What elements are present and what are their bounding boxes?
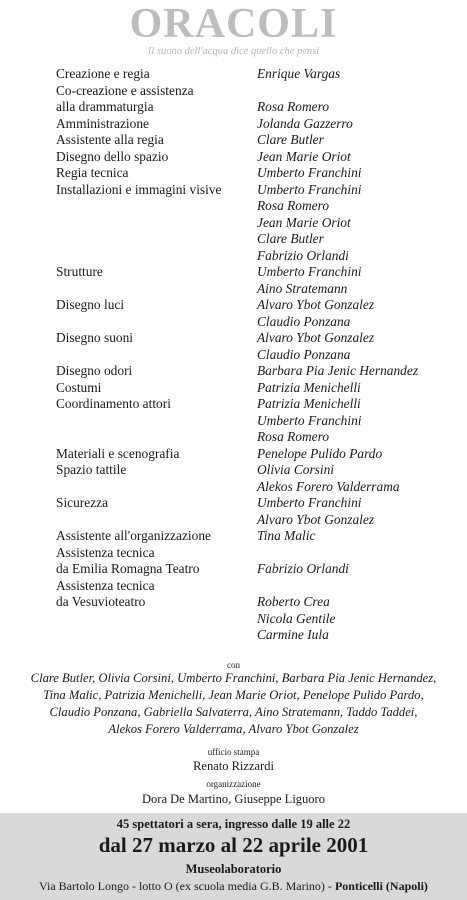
cast-line: Alekos Forero Valderrama, Alvaro Ybot Gonzalez <box>108 722 359 736</box>
show-dates: dal 27 marzo al 22 aprile 2001 <box>98 833 369 857</box>
credit-row <box>0 215 467 232</box>
credit-role: Installazioni e immagini visive <box>56 181 222 197</box>
credit-row <box>0 264 467 281</box>
credit-row <box>0 330 467 347</box>
credit-role: Disegno odori <box>56 363 133 378</box>
credit-role: Regia tecnica <box>56 165 129 180</box>
credits-list <box>0 66 467 644</box>
credit-row <box>0 380 467 397</box>
credit-name: Aino Stratemann <box>257 280 348 296</box>
credit-name: Claudio Ponzana <box>257 313 351 329</box>
credit-name: Alvaro Ybot Gonzalez <box>257 330 375 345</box>
credit-name: Patrizia Menichelli <box>257 396 361 411</box>
credit-row <box>0 528 467 545</box>
credit-row <box>0 347 467 364</box>
press-office-label: ufficio stampa <box>207 747 260 757</box>
credit-role: Spazio tattile <box>56 462 127 477</box>
credit-row <box>0 231 467 248</box>
credit-row <box>0 132 467 149</box>
credit-row <box>0 611 467 628</box>
credit-name: Alekos Forero Valderrama <box>257 478 400 494</box>
credit-name: Roberto Crea <box>257 594 330 609</box>
press-office-name: Renato Rizzardi <box>193 759 274 773</box>
city-text: Ponticelli (Napoli) <box>334 879 428 893</box>
credit-role: Assistenza tecnica <box>56 577 155 593</box>
credit-name: Jean Marie Oriot <box>257 214 351 230</box>
credit-row <box>0 149 467 166</box>
credit-row <box>0 413 467 430</box>
cast-line: Tina Malic, Patrizia Menichelli, Jean Marie Oriot, Penelope Pulido Pardo, <box>43 688 424 702</box>
organization-label: organizzazione <box>206 779 261 789</box>
credit-row <box>0 446 467 463</box>
credit-row <box>0 479 467 496</box>
credit-role: Disegno dello spazio <box>56 148 169 164</box>
credit-name: Patrizia Menichelli <box>257 379 361 395</box>
credit-row <box>0 83 467 100</box>
credit-role: Creazione e regia <box>56 66 150 81</box>
credit-name: Umberto Franchini <box>257 495 362 510</box>
credit-role: Disegno luci <box>56 297 125 312</box>
credit-name: Rosa Romero <box>257 429 330 444</box>
credit-role: Assistenza tecnica <box>56 544 155 560</box>
credit-role: Assistente all'organizzazione <box>56 528 211 543</box>
credit-row <box>0 462 467 479</box>
credit-row <box>0 198 467 215</box>
credit-name: Rosa Romero <box>257 198 330 213</box>
show-subtitle: Il suono dell'acqua dice quello che pensi <box>147 46 320 57</box>
credit-role: da Vesuvioteatro <box>56 594 146 609</box>
credit-row <box>0 512 467 529</box>
credit-name: Umberto Franchini <box>257 412 362 428</box>
credit-role: Amministrazione <box>56 115 149 131</box>
credit-row <box>0 396 467 413</box>
credit-name: Fabrizio Orlandi <box>257 247 349 263</box>
credit-role: alla drammaturgia <box>56 99 154 114</box>
credit-name: Penelope Pulido Pardo <box>257 445 383 461</box>
credit-role: da Emilia Romagna Teatro <box>56 561 200 576</box>
credit-row <box>0 495 467 512</box>
credit-row <box>0 281 467 298</box>
credit-row <box>0 66 467 83</box>
credit-name: Enrique Vargas <box>257 66 341 81</box>
credit-role: Assistente alla regia <box>56 132 164 147</box>
credit-name: Nicola Gentile <box>257 610 336 626</box>
credit-name: Barbara Pia Jenic Hernandez <box>257 363 419 378</box>
credit-row <box>0 248 467 265</box>
credit-role: Sicurezza <box>56 495 109 510</box>
credit-name: Jolanda Gazzerro <box>257 115 353 131</box>
credit-row <box>0 561 467 578</box>
credit-name: Alvaro Ybot Gonzalez <box>257 511 375 527</box>
credit-name: Claudio Ponzana <box>257 346 351 362</box>
credit-name: Clare Butler <box>257 132 324 147</box>
credit-row <box>0 314 467 331</box>
show-title: ORACOLI <box>129 1 338 47</box>
credit-name: Olivia Corsini <box>257 462 335 477</box>
credit-role: Costumi <box>56 379 102 395</box>
credit-role: Co-creazione e assistenza <box>56 82 194 98</box>
cast-line: Claudio Ponzana, Gabriella Salvaterra, Aino Stratemann, Taddo Taddei, <box>49 705 418 719</box>
credit-name: Umberto Franchini <box>257 165 362 180</box>
footer-info-box <box>0 813 467 900</box>
credit-name: Fabrizio Orlandi <box>257 561 349 576</box>
credit-row <box>0 429 467 446</box>
audience-info: 45 spettatori a sera, ingresso dalle 19 alle 22 <box>116 817 351 831</box>
venue-address <box>0 879 467 894</box>
cast-line: Clare Butler, Olivia Corsini, Umberto Franchini, Barbara Pia Jenic Hernandez, <box>30 671 437 685</box>
credit-row <box>0 594 467 611</box>
organization-names: Dora De Martino, Giuseppe Liguoro <box>142 792 325 806</box>
credit-row <box>0 297 467 314</box>
cast-list <box>0 670 467 738</box>
credit-row <box>0 165 467 182</box>
credit-name: Carmine Iula <box>257 627 329 642</box>
credit-row <box>0 363 467 380</box>
cast-label: con <box>227 660 240 670</box>
credit-name: Umberto Franchini <box>257 181 362 197</box>
credit-name: Rosa Romero <box>257 99 330 114</box>
credit-role: Strutture <box>56 264 103 279</box>
credit-name: Alvaro Ybot Gonzalez <box>257 297 375 312</box>
credit-name: Umberto Franchini <box>257 264 362 279</box>
address-text: Via Bartolo Longo - lotto O (ex scuola media G.B. Marino) - <box>39 879 335 893</box>
credit-role: Coordinamento attori <box>56 396 171 411</box>
credit-row <box>0 578 467 595</box>
credit-role: Materiali e scenografia <box>56 445 180 461</box>
credit-row <box>0 116 467 133</box>
credit-name: Clare Butler <box>257 231 324 246</box>
credit-row <box>0 99 467 116</box>
credit-name: Jean Marie Oriot <box>257 148 351 164</box>
credit-role: Disegno suoni <box>56 330 133 345</box>
credit-name: Tina Malic <box>257 528 316 543</box>
credit-row <box>0 182 467 199</box>
credit-row <box>0 545 467 562</box>
venue-name: Museolaboratorio <box>185 862 282 876</box>
credit-row <box>0 627 467 644</box>
